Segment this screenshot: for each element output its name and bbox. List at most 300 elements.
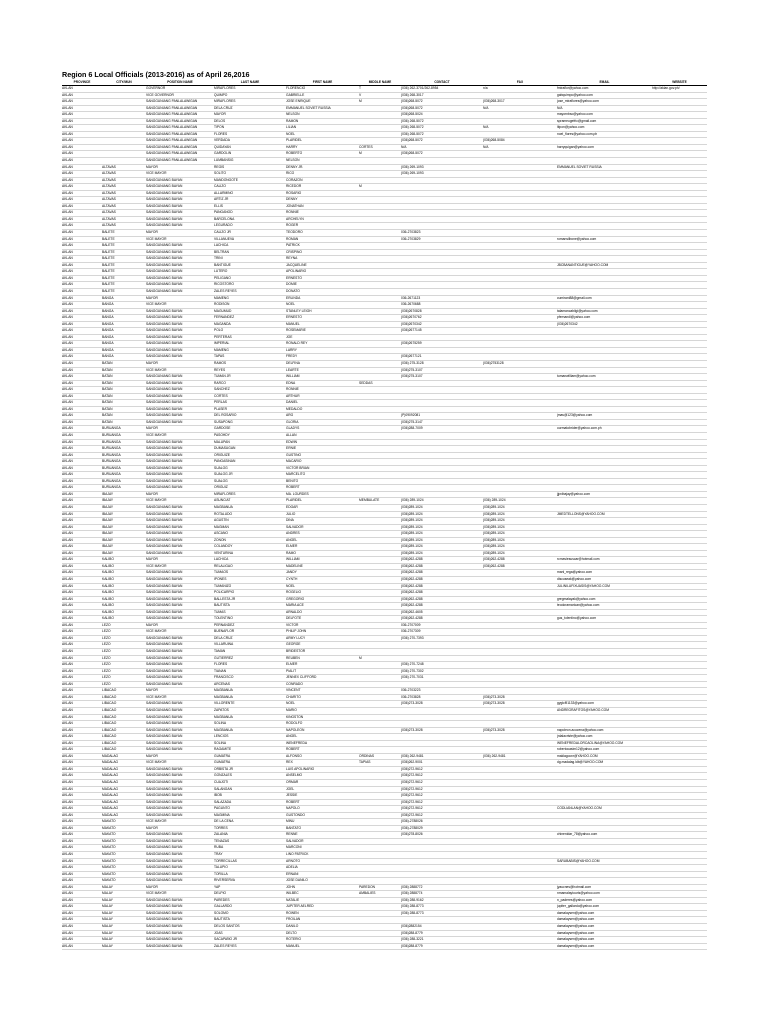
cell-position: VICE MAYOR — [146, 760, 167, 765]
cell-last-name: ZALES REYES — [214, 288, 237, 293]
cell-first-name: ROBERTO — [286, 151, 303, 156]
cell-province: AKLAN — [62, 158, 73, 163]
cell-city: MADALAG — [102, 779, 119, 784]
cell-contact: (036)262-4288 — [401, 557, 423, 562]
cell-last-name: FLORES — [214, 662, 228, 667]
cell-first-name: NOEL — [286, 131, 295, 136]
cell-city: LIBACAO — [102, 734, 117, 739]
cell-position: SANGGUNIANG BAYAN — [146, 707, 183, 712]
cell-position: SANGGUNIANG BAYAN — [146, 249, 183, 254]
cell-last-name: PERNANDEZ — [214, 622, 235, 627]
cell-email: jrdalacriste@yahoo.com — [557, 734, 593, 739]
cell-last-name: AGUSTIN — [214, 518, 229, 523]
cell-middle-name: M — [359, 151, 362, 156]
cell-first-name: GABRIELLE — [286, 92, 305, 97]
cell-last-name: TENAZAS — [214, 838, 230, 843]
cell-first-name: PIALIT — [286, 668, 297, 673]
cell-city: BALETE — [102, 275, 115, 280]
cell-first-name: ERNESTO — [286, 275, 302, 280]
cell-position: SANGGUNIANG BAYAN — [146, 734, 183, 739]
cell-province: AKLAN — [62, 197, 73, 202]
cell-middle-name: M — [359, 655, 362, 660]
cell-city: LIBACAO — [102, 740, 117, 745]
cell-province: AKLAN — [62, 609, 73, 614]
cell-first-name: ROSEMARIE — [286, 328, 306, 333]
cell-position: SANGGUNIANG BAYAN — [146, 531, 183, 536]
cell-position: SANGGUNIANG BAYAN — [146, 439, 183, 444]
header-position: POSITION NAME — [167, 80, 193, 84]
cell-province: AKLAN — [62, 544, 73, 549]
cell-position: SANGGUNIANG BAYAN — [146, 799, 183, 804]
cell-position: SANGGUNIANG BAYAN — [146, 773, 183, 778]
cell-email: discuseak@yahoo.com — [557, 577, 592, 582]
cell-position: SANGGUNIANG BAYAN — [146, 518, 183, 523]
cell-position: SANGGUNIANG PANLALAWIGAN — [146, 144, 198, 149]
cell-province: AKLAN — [62, 596, 73, 601]
cell-last-name: GONZALES — [214, 773, 232, 778]
cell-email: jyaucnes@hotmail.com — [557, 884, 592, 889]
cell-position: SANGGUNIANG BAYAN — [146, 845, 183, 850]
cell-first-name: RODOLFO — [286, 721, 303, 726]
cell-position: VICE MAYOR — [146, 367, 167, 372]
cell-city: KALIBO — [102, 603, 114, 608]
cell-position: MAYOR — [146, 230, 158, 235]
cell-email: CODLIANLAN@YAHOO.COM — [557, 806, 602, 811]
cell-position: SANGGUNIANG BAYAN — [146, 838, 183, 843]
cell-contact: (036)-2788026 — [401, 819, 423, 824]
cell-email: nmamalaytouris@yahoo.com — [557, 891, 600, 896]
cell-last-name: TORRES — [214, 825, 228, 830]
cell-position: SANGGUNIANG PANLALAWIGAN — [146, 99, 198, 104]
cell-last-name: POLICARPIO — [214, 590, 235, 595]
cell-province: AKLAN — [62, 236, 73, 241]
cell-city: ALTAVAS — [102, 184, 116, 189]
cell-city: KALIBO — [102, 590, 114, 595]
cell-fax: (036)2753128 — [483, 360, 504, 365]
cell-position: SANGGUNIANG BAYAN — [146, 865, 183, 870]
cell-position: MAYOR — [146, 557, 158, 562]
cell-contact: 036-2703223 — [401, 688, 421, 693]
cell-city: ALTAVAS — [102, 164, 116, 169]
cell-province: AKLAN — [62, 131, 73, 136]
cell-last-name: TAPAS — [214, 354, 225, 359]
cell-last-name: PLASER — [214, 406, 228, 411]
cell-first-name: NATALIE — [286, 897, 300, 902]
cell-city: IBAJAY — [102, 537, 114, 542]
cell-position: SANGGUNIANG BAYAN — [146, 851, 183, 856]
cell-first-name: RICO — [286, 171, 295, 176]
cell-city: BATAN — [102, 380, 113, 385]
cell-email: ANDREGRAFITOS@YAHOO.COM — [557, 707, 609, 712]
cell-province: AKLAN — [62, 557, 73, 562]
cell-position: SANGGUNIANG BAYAN — [146, 642, 183, 647]
cell-contact: (036)2677145 — [401, 328, 422, 333]
cell-city: LEZO — [102, 629, 111, 634]
cell-first-name: GREGORIO — [286, 596, 305, 601]
cell-province: AKLAN — [62, 675, 73, 680]
cell-first-name: ELMER — [286, 662, 298, 667]
cell-province: AKLAN — [62, 321, 73, 326]
cell-last-name: TUMAOS — [214, 570, 229, 575]
cell-first-name: MADELINE — [286, 563, 303, 568]
cell-first-name: ROTERIO — [286, 937, 302, 942]
cell-city: IBAJAY — [102, 505, 114, 509]
cell-city: LEZO — [102, 681, 111, 686]
cell-contact: (036)278-8026 — [401, 832, 423, 837]
cell-last-name: TIANAN — [214, 668, 227, 673]
cell-province: AKLAN — [62, 387, 73, 392]
cell-last-name: ZALANIA — [214, 832, 228, 837]
cell-last-name: BALLESTA JR — [214, 596, 236, 601]
cell-position: SANGGUNIANG BAYAN — [146, 216, 183, 221]
cell-position: SANGGUNIANG BAYAN — [146, 747, 183, 752]
cell-last-name: VERDADA — [214, 138, 230, 143]
cell-province: AKLAN — [62, 243, 73, 248]
cell-first-name: PATRICK — [286, 243, 300, 248]
cell-position: VICE MAYOR — [146, 563, 167, 568]
cell-city: MALAY — [102, 930, 113, 935]
cell-contact: 036-2671123 — [401, 295, 421, 300]
cell-last-name: FERNANDEZ — [214, 315, 235, 320]
cell-first-name: DENNY JR. — [286, 164, 304, 169]
cell-position: SANGGUNIANG PANLALAWIGAN — [146, 112, 198, 117]
cell-last-name: RARCO — [214, 380, 226, 385]
cell-first-name: DENNY — [286, 197, 298, 202]
cell-contact: (036)2670342 — [401, 321, 422, 326]
cell-last-name: MALUPAN — [214, 439, 230, 444]
cell-email: pfernandi@yahoo.com — [557, 315, 591, 320]
cell-first-name: JULIO — [286, 511, 296, 516]
cell-contact: (036)272-9612 — [401, 793, 423, 798]
cell-position: SANGGUNIANG BAYAN — [146, 485, 183, 490]
cell-contact: (036) 270-7393 — [401, 635, 424, 640]
cell-province: AKLAN — [62, 707, 73, 712]
cell-city: IBAJAY — [102, 550, 114, 555]
cell-last-name: MAMENG — [214, 295, 229, 300]
cell-province: AKLAN — [62, 112, 73, 117]
cell-first-name: ARCHELYN — [286, 216, 304, 221]
cell-province: AKLAN — [62, 924, 73, 928]
cell-city: MADALAG — [102, 799, 119, 804]
cell-first-name: ERNESTO — [286, 315, 302, 320]
cell-last-name: MAYOR — [214, 112, 226, 117]
cell-first-name: REYNA — [286, 256, 298, 261]
cell-position: VICE MAYOR — [146, 302, 167, 307]
cell-fax: (036)289-1024 — [483, 544, 505, 549]
cell-last-name: MANDONGOTE — [214, 177, 238, 182]
cell-city: MALAY — [102, 884, 113, 889]
cell-position: SANGGUNIANG BAYAN — [146, 721, 183, 726]
cell-position: SANGGUNIANG BAYAN — [146, 878, 183, 883]
cell-province: AKLAN — [62, 406, 73, 411]
cell-province: AKLAN — [62, 432, 73, 437]
cell-city: BURUANGA — [102, 478, 121, 483]
cell-email: (036)2670342 — [557, 321, 578, 326]
cell-city: BALETE — [102, 243, 115, 248]
cell-province: AKLAN — [62, 524, 73, 529]
cell-city: LIBACAO — [102, 727, 117, 732]
cell-position: MAYOR — [146, 622, 158, 627]
cell-position: SANGGUNIANG BAYAN — [146, 380, 183, 385]
cell-province: AKLAN — [62, 249, 73, 254]
cell-position: SANGGUNIANG BAYAN — [146, 413, 183, 418]
cell-province: AKLAN — [62, 858, 73, 863]
cell-position: SANGGUNIANG BAYAN — [146, 832, 183, 837]
cell-position: SANGGUNIANG BAYAN — [146, 655, 183, 660]
cell-contact: (036)273-3028 — [401, 701, 423, 706]
cell-province: AKLAN — [62, 485, 73, 490]
cell-last-name: IBOB — [214, 793, 222, 798]
cell-last-name: ROTALUDO — [214, 511, 233, 516]
cell-contact: (036)272-9612 — [401, 799, 423, 804]
cell-position: SANGGUNIANG BAYAN — [146, 740, 183, 745]
cell-first-name: PLARIDEL — [286, 138, 302, 143]
cell-fax: N/A — [483, 125, 489, 130]
cell-last-name: ORIGUIZE — [214, 452, 230, 457]
cell-last-name: DELOS — [214, 118, 226, 123]
cell-last-name: LENCIOS — [214, 734, 229, 739]
cell-contact: (036)2675259 — [401, 341, 422, 346]
cell-last-name: BANTIGUE — [214, 262, 231, 267]
cell-email: SARUBABIS@YAHOO.COM — [557, 858, 600, 863]
cell-province: AKLAN — [62, 727, 73, 732]
cell-position: SANGGUNIANG PANLALAWIGAN — [146, 105, 198, 110]
cell-position: MAYOR — [146, 295, 158, 300]
cell-province: AKLAN — [62, 694, 73, 699]
cell-province: AKLAN — [62, 937, 73, 942]
cell-first-name: DONATO — [286, 288, 300, 293]
cell-first-name: NAPOLO — [286, 806, 300, 811]
cell-contact: (036) 270-7248 — [401, 662, 424, 667]
cell-position: VICE GOVERNOR — [146, 92, 174, 97]
cell-position: SANGGUNIANG PANLALAWIGAN — [146, 138, 198, 143]
cell-position: SANGGUNIANG BAYAN — [146, 943, 183, 948]
cell-last-name: MAMENG — [214, 347, 229, 352]
cell-contact: (036)262-4288 — [401, 563, 423, 568]
cell-first-name: DELTO — [286, 930, 297, 935]
cell-province: AKLAN — [62, 616, 73, 621]
cell-first-name: MANUEL — [286, 943, 300, 948]
cell-province: AKLAN — [62, 269, 73, 274]
cell-last-name: YAP — [214, 884, 221, 889]
cell-first-name: EDNA — [286, 380, 296, 385]
cell-city: LEZO — [102, 655, 111, 660]
cell-position: SANGGUNIANG BAYAN — [146, 924, 183, 928]
cell-city: MAKATO — [102, 858, 116, 863]
cell-province: AKLAN — [62, 897, 73, 902]
cell-first-name: GLORIA — [286, 419, 299, 424]
cell-last-name: TORRECILLAS — [214, 858, 237, 863]
cell-province: AKLAN — [62, 459, 73, 464]
cell-first-name: JANDY — [286, 570, 297, 575]
cell-position: SANGGUNIANG BAYAN — [146, 505, 183, 509]
cell-city: BANGA — [102, 341, 114, 346]
cell-city: MAKATO — [102, 871, 116, 876]
cell-first-name: MARCONI — [286, 845, 302, 850]
cell-last-name: CALIZO JR — [214, 230, 231, 235]
cell-city: KALIBO — [102, 596, 114, 601]
cell-email: JMEDTELLONS@YAHOO.COM — [557, 511, 605, 516]
cell-email: talamancabilgi@yahoo.com — [557, 308, 598, 313]
cell-last-name: DE LA CENA — [214, 819, 234, 824]
cell-last-name: SACAPAÑO JR — [214, 937, 238, 942]
cell-position: SANGGUNIANG BAYAN — [146, 779, 183, 784]
cell-city: MAKATO — [102, 825, 116, 830]
header-last-name: LAST NAME — [240, 80, 260, 84]
cell-last-name: MAGMAN — [214, 524, 229, 529]
cell-city: BURUANGA — [102, 459, 121, 464]
cell-contact: (036)2670828 — [401, 308, 422, 313]
cell-province: AKLAN — [62, 347, 73, 352]
cell-city: LIBACAO — [102, 688, 117, 693]
cell-contact: (036)288-8779 — [401, 930, 423, 935]
cell-position: SANGGUNIANG BAYAN — [146, 649, 183, 654]
cell-province: AKLAN — [62, 622, 73, 627]
cell-contact: (036) 288-9162 — [401, 897, 424, 902]
cell-email: WENEFREDALORCAOLINA@YAHOO.COM — [557, 740, 623, 745]
cell-first-name: KINGSTON — [286, 714, 304, 719]
cell-contact: (036)275-3107 — [401, 374, 423, 379]
cell-position: SANGGUNIANG BAYAN — [146, 177, 183, 182]
cell-city: ALTAVAS — [102, 190, 116, 195]
cell-city: BURUANGA — [102, 465, 121, 470]
cell-first-name: ARG — [286, 413, 294, 418]
cell-province: AKLAN — [62, 832, 73, 837]
cell-province: AKLAN — [62, 570, 73, 575]
cell-city: BATAN — [102, 406, 113, 411]
cell-last-name: MAGMINA — [214, 812, 230, 817]
cell-last-name: ZONON — [214, 537, 226, 542]
cell-first-name: JESSIE — [286, 793, 298, 798]
cell-province: AKLAN — [62, 773, 73, 778]
cell-last-name: BAUTISTA — [214, 917, 230, 922]
cell-last-name: RELALIGAO — [214, 563, 233, 568]
cell-city: MALAY — [102, 891, 113, 896]
cell-city: LIBACAO — [102, 707, 117, 712]
cell-city: MADALAG — [102, 793, 119, 798]
cell-email: ourmatobrider@yahoo.com.ph — [557, 426, 602, 431]
cell-position: SANGGUNIANG BAYAN — [146, 583, 183, 588]
cell-city: BALETE — [102, 262, 115, 267]
cell-city: BALETE — [102, 269, 115, 274]
cell-province: AKLAN — [62, 734, 73, 739]
cell-city: MAKATO — [102, 838, 116, 843]
cell-email: damalaysen@yahoo.com — [557, 924, 595, 928]
cell-first-name: EDWIN — [286, 439, 297, 444]
cell-first-name: ANDRES — [286, 531, 300, 536]
cell-first-name: SALVADOR — [286, 524, 304, 529]
cell-province: AKLAN — [62, 910, 73, 915]
cell-city: BALETE — [102, 282, 115, 287]
cell-last-name: ASUNCIAT — [214, 498, 231, 503]
cell-last-name: TUMAN JR — [214, 374, 231, 379]
cell-last-name: DELOS SANTOS — [214, 924, 240, 928]
cell-contact: (036) 268-3017 — [401, 92, 424, 97]
cell-city: KALIBO — [102, 557, 114, 562]
cell-first-name: LILIAN — [286, 125, 297, 130]
cell-position: MAYOR — [146, 426, 158, 431]
cell-last-name: REYES — [214, 367, 226, 372]
cell-last-name: VILLANUEVA — [214, 236, 235, 241]
cell-first-name: TEODORO — [286, 230, 303, 235]
cell-first-name: ANGEL — [286, 537, 298, 542]
cell-position: SANGGUNIANG BAYAN — [146, 537, 183, 542]
cell-website: http://aklan.gov.ph/ — [652, 86, 680, 90]
cell-province: AKLAN — [62, 374, 73, 379]
cell-city: MALAY — [102, 897, 113, 902]
cell-province: AKLAN — [62, 642, 73, 647]
cell-last-name: SUALOG — [214, 465, 228, 470]
cell-contact: (036)262-4288 — [401, 577, 423, 582]
cell-fax: (036)273-3028 — [483, 727, 505, 732]
cell-province: AKLAN — [62, 721, 73, 726]
cell-position: SANGGUNIANG BAYAN — [146, 282, 183, 287]
cell-province: AKLAN — [62, 851, 73, 856]
cell-middle-name: M — [359, 99, 362, 104]
cell-city: BATAN — [102, 393, 113, 398]
cell-city: BANGA — [102, 295, 114, 300]
cell-last-name: VENTURINA — [214, 550, 234, 555]
cell-city: MALAY — [102, 917, 113, 922]
cell-contact: 036-2703828 — [401, 694, 421, 699]
cell-position: SANGGUNIANG BAYAN — [146, 406, 183, 411]
cell-last-name: RIVERSERVA — [214, 878, 235, 883]
cell-province: AKLAN — [62, 341, 73, 346]
cell-contact: (036)272-9612 — [401, 812, 423, 817]
cell-first-name: MARCELITO — [286, 472, 306, 477]
cell-last-name: ORBISTA JR — [214, 766, 233, 771]
cell-first-name: CORAZON — [286, 177, 303, 182]
cell-province: AKLAN — [62, 629, 73, 634]
cell-middle-name: TAPIAS — [359, 760, 371, 765]
cell-fax: (036)289-1024 — [483, 524, 505, 529]
cell-contact: (036)262-4288 — [401, 590, 423, 595]
cell-position: SANGGUNIANG BAYAN — [146, 400, 183, 405]
cell-email: gus_tolentino@yahoo.com — [557, 616, 597, 621]
cell-province: AKLAN — [62, 203, 73, 208]
cell-province: AKLAN — [62, 590, 73, 595]
cell-first-name: NOEL — [286, 302, 295, 307]
cell-position: SANGGUNIANG BAYAN — [146, 701, 183, 706]
cell-contact: (036)288-8779 — [401, 943, 423, 948]
cell-province: AKLAN — [62, 701, 73, 706]
cell-last-name: MAGBANUA — [214, 727, 233, 732]
cell-city: BURUANGA — [102, 439, 121, 444]
cell-contact: (036) 268-5072 — [401, 125, 424, 130]
cell-city: MADALAG — [102, 812, 119, 817]
cell-position: SANGGUNIANG BAYAN — [146, 347, 183, 352]
cell-last-name: GARDOSE — [214, 426, 231, 431]
cell-contact: (036) 288-3221 — [401, 937, 424, 942]
cell-city: MALAY — [102, 943, 113, 948]
cell-last-name: ASCANO — [214, 531, 228, 536]
cell-first-name: ERNIE — [286, 446, 297, 451]
cell-email: JBCBANANTIGUE@YAHOO.COM — [557, 262, 609, 267]
cell-contact: (036)2677121 — [401, 354, 422, 359]
cell-position: MAYOR — [146, 884, 158, 889]
cell-email: sprameugefric@gmail.com — [557, 118, 597, 123]
cell-province: AKLAN — [62, 472, 73, 477]
cell-position: GOVERNOR — [146, 86, 166, 90]
cell-email: gabquimpo@yahoo.com — [557, 92, 593, 97]
cell-contact: (036) 262-3701/262-8954 — [401, 86, 439, 90]
header-province: PROVINCE — [73, 80, 91, 84]
sheet-title: Region 6 Local Officials (2013-2016) as of April 26,2016 — [62, 70, 250, 79]
cell-province: AKLAN — [62, 688, 73, 693]
cell-first-name: LARRY — [286, 347, 297, 352]
cell-contact: (036)2882154 — [401, 924, 422, 928]
cell-contact: (P)09092081 — [401, 413, 421, 418]
